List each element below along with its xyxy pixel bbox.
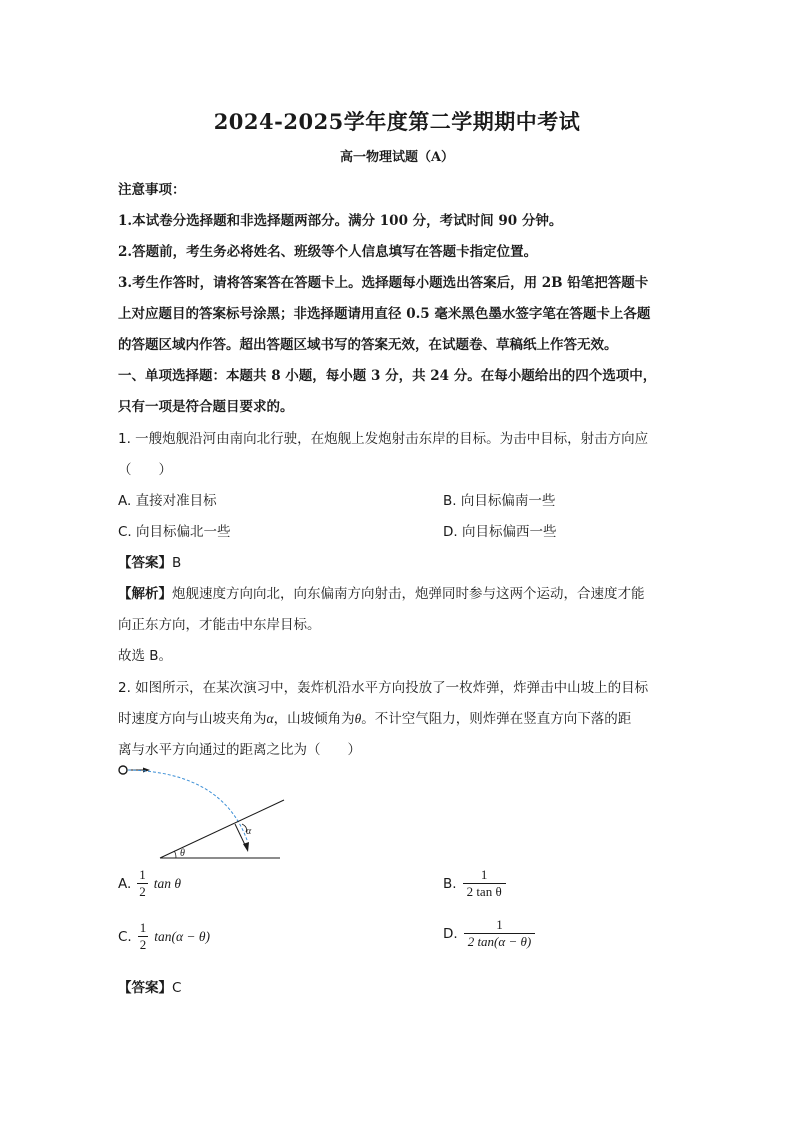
q1-stem-line-2: （ ）	[118, 462, 172, 478]
slope-line	[160, 800, 284, 858]
q1-option-a: A. 直接对准目标	[118, 493, 217, 509]
theta-label: θ	[180, 848, 185, 859]
theta-symbol: θ	[354, 711, 362, 726]
notice-item-2: 2.答题前，考生务必将姓名、班级等个人信息填写在答题卡指定位置。	[118, 244, 538, 260]
q1-option-d: D. 向目标偏西一些	[443, 524, 557, 540]
section-heading-line-2: 只有一项是符合题目要求的。	[118, 399, 294, 415]
q1-option-c: C. 向目标偏北一些	[118, 524, 231, 540]
notice-item-3-line-3: 的答题区域内作答。超出答题区域书写的答案无效，在试题卷、草稿纸上作答无效。	[118, 337, 618, 353]
notice-item-3-line-2: 上对应题目的答案标号涂黑；非选择题请用直径 0.5 毫米黑色墨水签字笔在答题卡上各题	[118, 306, 651, 322]
answer-tag: 【答案】	[118, 555, 172, 571]
answer-tag: 【答案】	[118, 980, 172, 996]
page-subtitle: 高一物理试题（A）	[339, 150, 455, 165]
q2-stem-line-1: 2. 如图所示，在某次演习中，轰炸机沿水平方向投放了一枚炸弹，炸弹击中山坡上的目标	[118, 680, 649, 696]
fraction: $\frac{1}{\text{2 tan θ}}$	[463, 867, 506, 900]
q1-analysis-line-2: 向正东方向，才能击中东岸目标。	[118, 617, 321, 633]
theta-arc	[174, 851, 176, 858]
analysis-text: 炮舰速度方向向北，向东偏南方向射击，炮弹同时参与这两个运动，合速度才能	[172, 586, 645, 602]
answer-value: C	[172, 980, 182, 996]
q1-stem-line-1: 1. 一艘炮舰沿河由南向北行驶，在炮舰上发炮射击东岸的目标。为击中目标，射击方向应	[118, 431, 649, 447]
q2-option-c: C. $\frac{1}{2}$ tan(α − θ)	[118, 920, 211, 952]
trajectory-curve	[128, 770, 247, 840]
alpha-label: α	[246, 826, 252, 837]
q1-answer	[118, 551, 181, 571]
fraction: $\frac{1}{2}$	[139, 920, 147, 952]
fraction: $\frac{1}{2}$	[139, 867, 146, 899]
analysis-tag: 【解析】	[118, 586, 172, 602]
q1-option-b: B. 向目标偏南一些	[443, 493, 556, 509]
q2-stem-line-2: 时速度方向与山坡夹角为α，山坡倾角为θ。不计空气阻力，则炸弹在竖直方向下落的距	[118, 711, 632, 727]
q1-conclusion: 故选 B。	[118, 648, 173, 664]
q2-figure	[112, 760, 292, 865]
notice-item-1: 1.本试卷分选择题和非选择题两部分。满分 100 分，考试时间 90 分钟。	[118, 213, 563, 229]
q1-analysis-line-1	[118, 582, 645, 602]
section-heading-line-1: 一、单项选择题：本题共 8 小题，每小题 3 分，共 24 分。在每小题给出的四个选项中，	[118, 368, 657, 384]
q2-option-d: D. $\frac{1}{2 \tan(\alpha - \theta)}$	[443, 917, 535, 950]
notice-item-3-line-1: 3.考生作答时，请将答案答在答题卡上。选择题每小题选出答案后，用 2B 铅笔把答题卡	[118, 275, 649, 291]
answer-value: B	[172, 555, 182, 571]
q2-stem-line-3: 离与水平方向通过的距离之比为（ ）	[118, 742, 361, 758]
q2-option-a: A. $\frac{1}{2}$ tan θ	[118, 867, 182, 899]
fraction: $\frac{1}{2 \tan(\alpha - \theta)}$	[464, 917, 536, 950]
notice-heading: 注意事项：	[118, 182, 186, 198]
alpha-symbol: α	[266, 711, 274, 726]
impact-velocity-arrow	[235, 824, 246, 847]
q2-answer	[118, 976, 181, 996]
q2-option-b: B. $\frac{1}{\text{2 tan θ}}$	[443, 867, 506, 900]
bomber-point-icon	[119, 766, 127, 774]
page-title: 2024-2025学年度第二学期期中考试	[213, 109, 581, 134]
